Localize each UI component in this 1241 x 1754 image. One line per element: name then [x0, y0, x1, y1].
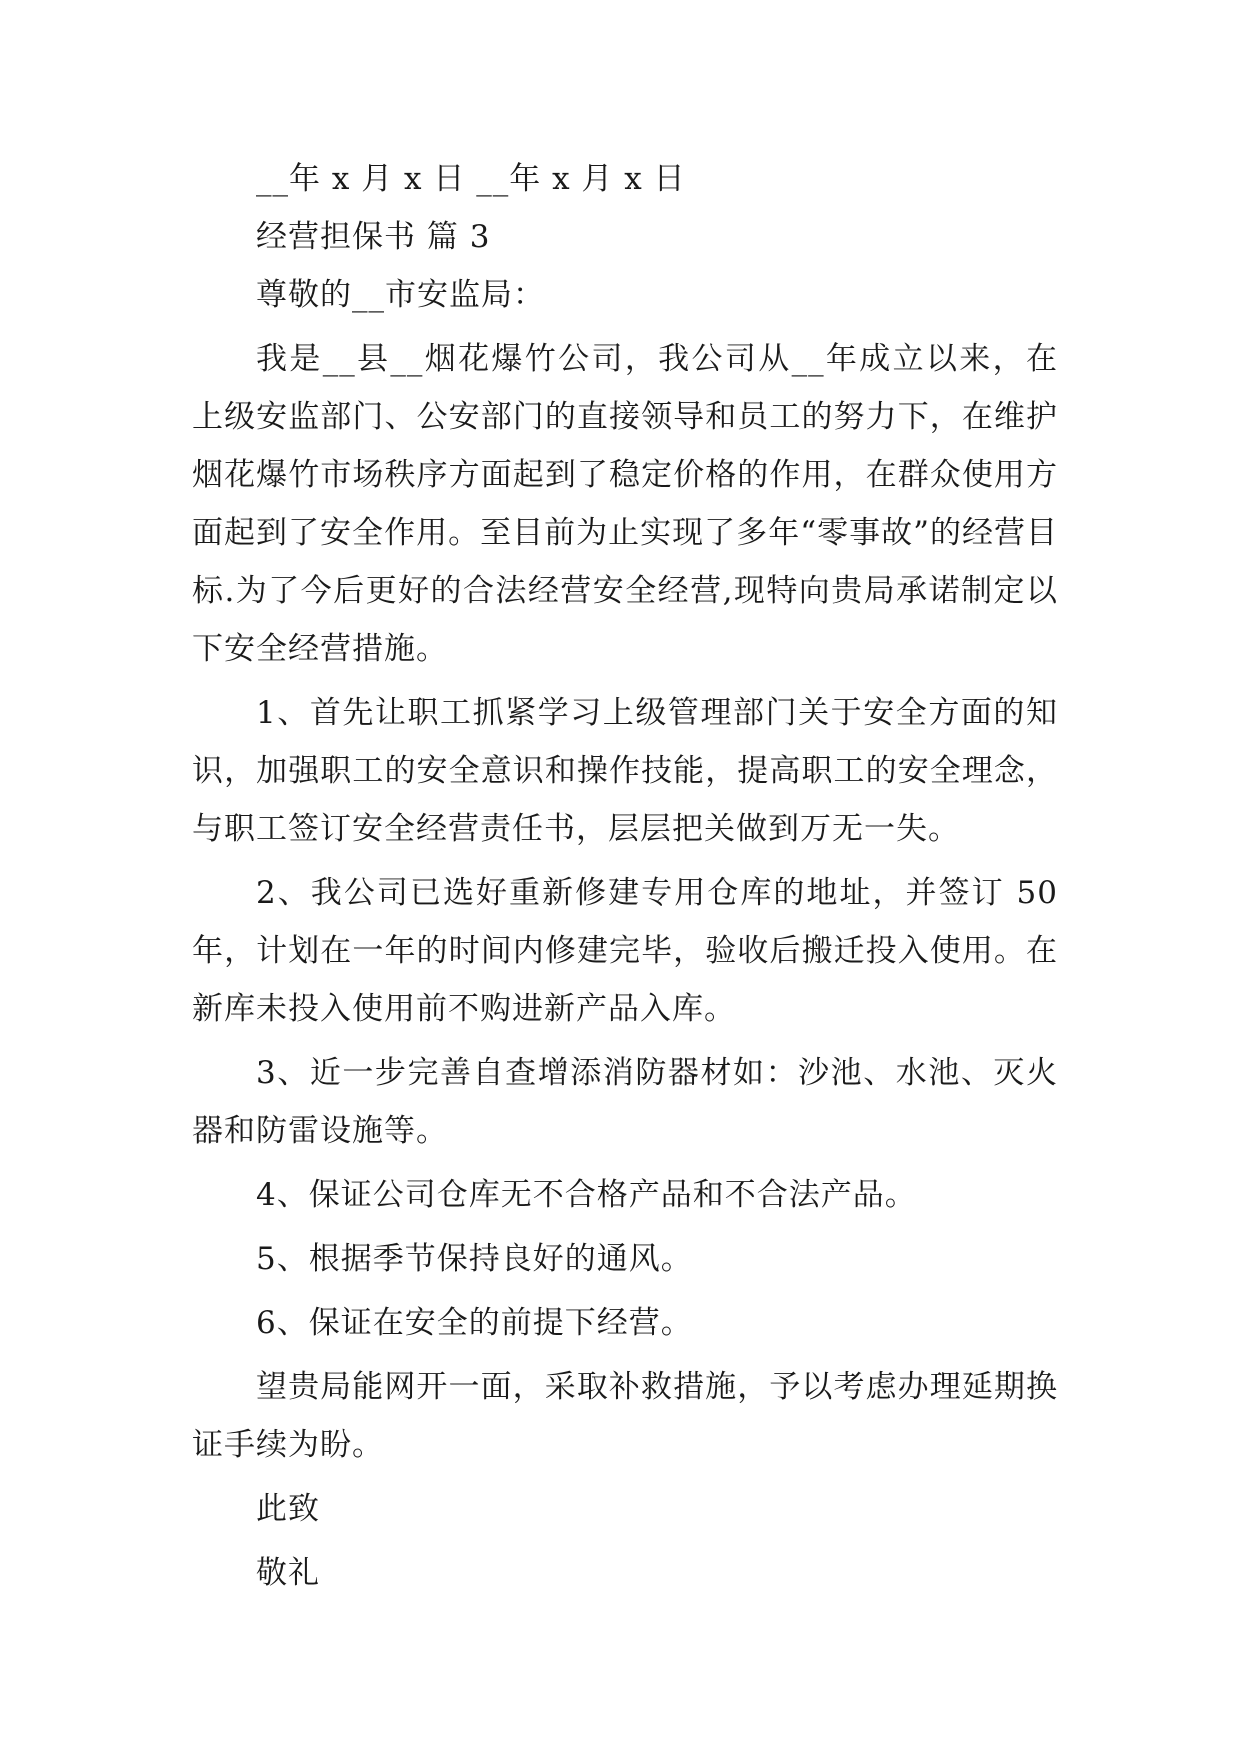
measure-item-5: 5、根据季节保持良好的通风。	[256, 1241, 693, 1277]
document-page	[192, 150, 1058, 1602]
request-paragraph: 望贵局能网开一面，采取补救措施，予以考虑办理延期换证手续为盼。	[192, 1369, 1058, 1463]
measure-item-2: 2、我公司已选好重新修建专用仓库的地址，并签订 50 年，计划在一年的时间内修建完毕，验收后搬迁投入使用。在新库未投入使用前不购进新产品入库。	[192, 875, 1058, 1027]
closing-salute: 敬礼	[256, 1555, 320, 1591]
measure-item-6: 6、保证在安全的前提下经营。	[256, 1305, 693, 1341]
document-title: 经营担保书 篇 3	[256, 219, 491, 255]
measure-item-4: 4、保证公司仓库无不合格产品和不合法产品。	[256, 1177, 917, 1213]
salutation: 尊敬的__市安监局：	[256, 277, 545, 313]
closing-greeting: 此致	[256, 1491, 320, 1527]
measure-item-3: 3、近一步完善自查增添消防器材如：沙池、水池、灭火器和防雷设施等。	[192, 1055, 1058, 1149]
measure-item-1: 1、首先让职工抓紧学习上级管理部门关于安全方面的知识，加强职工的安全意识和操作技能，提高职工的安全理念，与职工签订安全经营责任书，层层把关做到万无一失。	[192, 695, 1058, 847]
date-line: __年 x 月 x 日 __年 x 月 x 日	[256, 161, 686, 197]
body-paragraph-intro: 我是__县__烟花爆竹公司，我公司从__年成立以来，在上级安监部门、公安部门的直接领导和员工的努力下，在维护烟花爆竹市场秩序方面起到了稳定价格的作用，在群众使用方面起到了安全作用。至目前为止实现了多年“零事故”的经营目标.为了今后更好的合法经营安全经营,现特向贵局承诺制定以下安全经营措施。	[192, 341, 1058, 667]
